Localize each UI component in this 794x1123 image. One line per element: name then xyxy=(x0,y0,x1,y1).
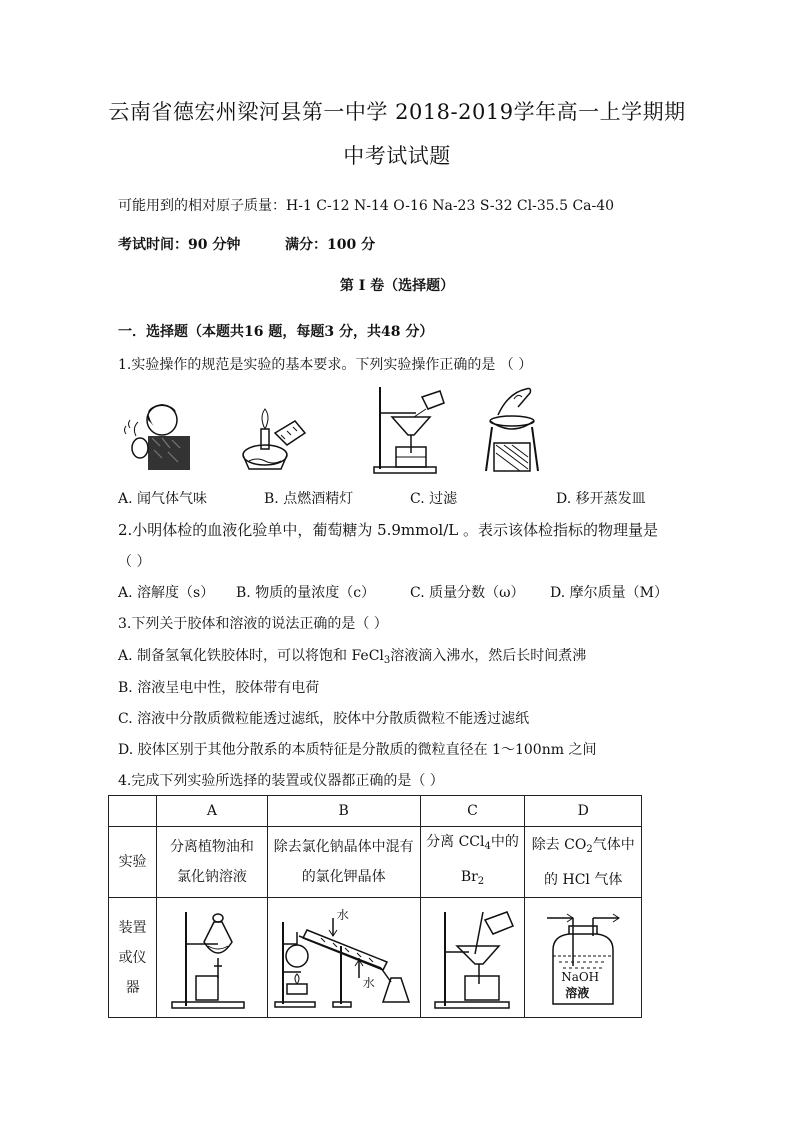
q3-option-d: D. 胶体区别于其他分散系的本质特征是分散质的微粒直径在 1～100nm 之间 xyxy=(118,742,597,758)
q2-option-a: A. 溶解度（s） xyxy=(118,585,215,601)
evaporating-dish-figure xyxy=(478,387,550,475)
q2-stem: 2.小明体检的血液化验单中，葡萄糖为 5.9mmol/L 。表示该体检指标的物理量是 xyxy=(118,521,658,539)
q3-option-b: B. 溶液呈电中性，胶体带有电荷 xyxy=(118,680,320,696)
filtration-beaker-figure xyxy=(425,906,521,1010)
q4-stem: 4.完成下列实验所选择的装置或仪器都正确的是（ ） xyxy=(118,773,444,789)
row-label-experiment: 实验 xyxy=(109,827,157,898)
title-line-2: 中考试试题 xyxy=(343,144,451,168)
q4-table xyxy=(108,795,642,1018)
q1-option-c: C. 过滤 xyxy=(410,491,458,507)
header-c: C xyxy=(420,796,525,827)
cell-a-apparatus xyxy=(157,898,268,1018)
q2-option-c: C. 质量分数（ω） xyxy=(410,585,525,601)
exam-time: 考试时间：90 分钟 xyxy=(118,237,241,253)
q1-stem: 1.实验操作的规范是实验的基本要求。下列实验操作正确的是 （ ） xyxy=(118,357,533,373)
water-out-label: 水 xyxy=(362,975,375,990)
cell-c-apparatus xyxy=(420,898,525,1018)
cell-a-experiment: 分离植物油和 氯化钠溶液 xyxy=(157,827,268,898)
cell-b-experiment: 除去氯化钠晶体中混有 的氯化钾晶体 xyxy=(267,827,420,898)
section-title: 第 I 卷（选择题） xyxy=(339,278,455,294)
water-in-label: 水 xyxy=(336,907,349,922)
cell-d-experiment: 除去 $CO_2$气体中 的 HCl 气体 xyxy=(525,827,642,898)
cell-c-experiment: 分离 CCl$_4$中的 $Br_2$ xyxy=(420,827,525,898)
table-row-experiment xyxy=(109,827,642,898)
header-b: B xyxy=(267,796,420,827)
part1-heading: 一．选择题（本题共16 题，每题3 分，共48 分） xyxy=(118,324,434,340)
cell-b-apparatus xyxy=(267,898,420,1018)
table-row-apparatus xyxy=(109,898,642,1018)
q2-option-b: B. 物质的量浓度（c） xyxy=(236,585,376,601)
title-line-1: 云南省德宏州梁河县第一中学 2018-2019学年高一上学期期 xyxy=(108,100,686,124)
table-corner xyxy=(109,796,157,827)
header-a: A xyxy=(157,796,268,827)
table-header-row xyxy=(109,796,642,827)
filtration-figure xyxy=(370,383,450,475)
solution-label: 溶液 xyxy=(565,985,590,1000)
full-score: 满分：100 分 xyxy=(285,237,376,253)
q1-option-b: B. 点燃酒精灯 xyxy=(264,491,354,507)
cell-d-apparatus xyxy=(525,898,642,1018)
q2-stem-cont: （ ） xyxy=(118,554,151,570)
q1-option-a: A. 闻气体气味 xyxy=(118,491,208,507)
atomic-masses: 可能用到的相对原子质量：H-1 C-12 N-14 O-16 Na-23 S-32 Cl-35.5 Ca-40 xyxy=(118,198,615,214)
lamp-figure xyxy=(235,403,315,473)
q3-option-a: A. 制备氢氧化铁胶体时，可以将饱和 FeCl$_3$溶液滴入沸水，然后长时间煮沸 xyxy=(118,648,587,666)
q1-option-d: D. 移开蒸发皿 xyxy=(556,491,646,507)
smell-gas-figure xyxy=(118,398,198,472)
separatory-funnel-figure xyxy=(164,906,260,1010)
q3-option-c: C. 溶液中分散质微粒能透过滤纸，胶体中分散质微粒不能透过滤纸 xyxy=(118,711,530,727)
q2-option-d: D. 摩尔质量（M） xyxy=(550,585,668,601)
q3-stem: 3.下列关于胶体和溶液的说法正确的是（ ） xyxy=(118,616,388,632)
header-d: D xyxy=(525,796,642,827)
naoh-label: NaOH xyxy=(561,969,600,984)
row-label-apparatus: 装置 或仪 器 xyxy=(109,898,157,1018)
